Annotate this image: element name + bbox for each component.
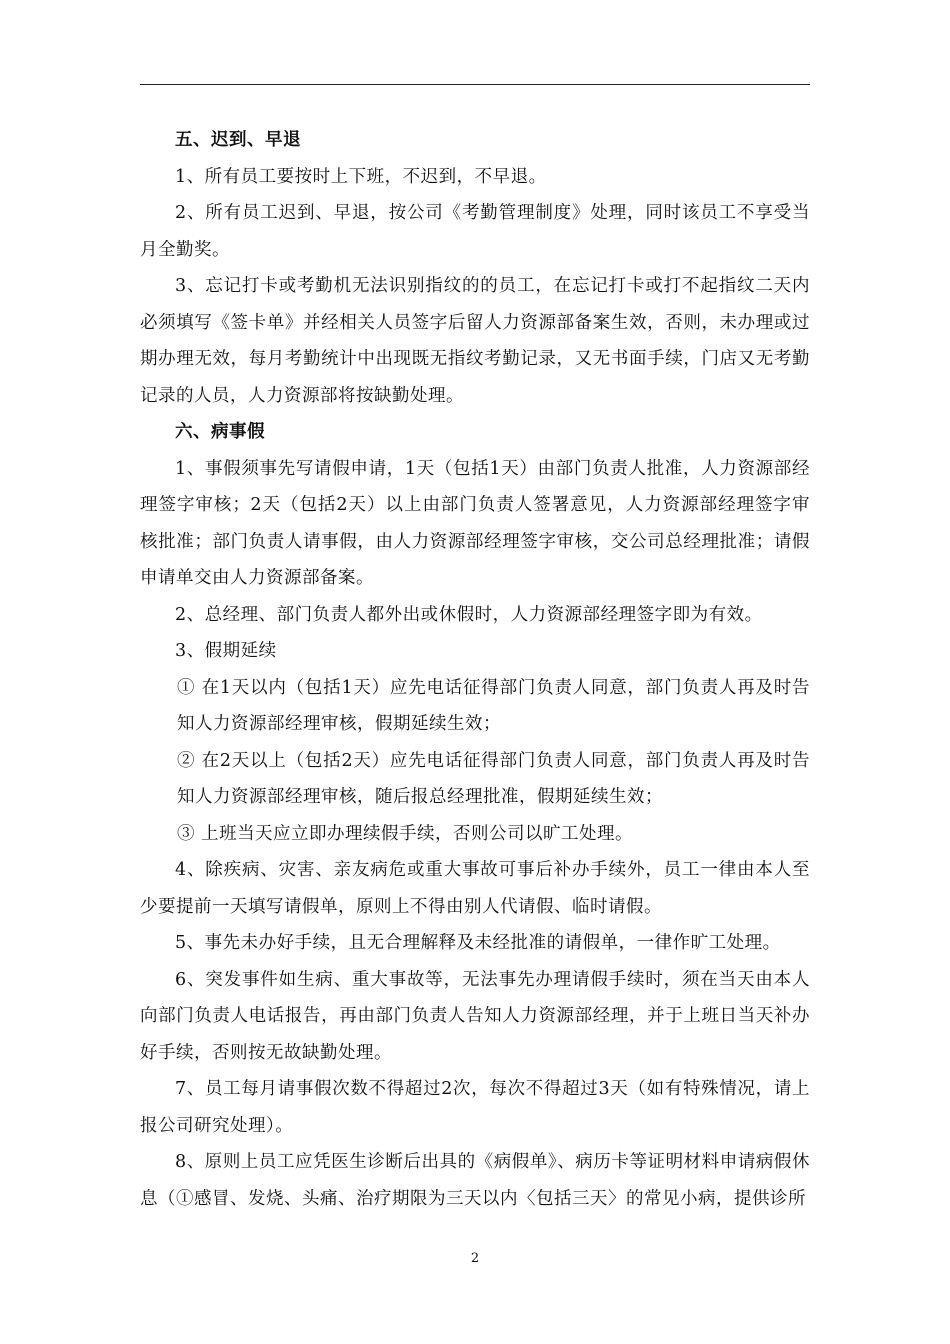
paragraph: 5、事先未办好手续，且无合理解释及未经批准的请假单，一律作旷工处理。 <box>175 933 781 953</box>
paragraph: 3、假期延续 <box>175 641 277 661</box>
document-body <box>140 122 810 1217</box>
sub-item: ③ 上班当天应立即办理续假手续，否则公司以旷工处理。 <box>177 823 634 844</box>
sub-item: ① 在1天以内（包括1天）应先电话征得部门负责人同意，部门负责人再及时告知人力资源部经理审核，假期延续生效； <box>177 677 810 734</box>
paragraph: 8、原则上员工应凭医生诊断后出具的《病假单》、病历卡等证明材料申请病假休息（①感冒、发烧、头痛、治疗期限为三天以内〈包括三天〉的常见小病，提供诊所 <box>140 1152 810 1209</box>
section-heading-leave: 六、病事假 <box>175 422 265 442</box>
paragraph: 2、总经理、部门负责人都外出或休假时，人力资源部经理签字即为有效。 <box>175 604 763 625</box>
page-number: 2 <box>470 1251 480 1266</box>
paragraph: 2、所有员工迟到、早退，按公司《考勤管理制度》处理，同时该员工不享受当月全勤奖。 <box>140 203 810 260</box>
section-heading-late-early: 五、迟到、早退 <box>175 130 301 150</box>
paragraph: 4、除疾病、灾害、亲友病危或重大事故可事后补办手续外，员工一律由本人至少要提前一天填写请假单，原则上不得由别人代请假、临时请假。 <box>140 860 810 917</box>
paragraph: 3、忘记打卡或考勤机无法识别指纹的的员工，在忘记打卡或打不起指纹二天内必须填写《签卡单》并经相关人员签字后留人力资源部备案生效，否则，未办理或过期办理无效，每月考勤统计中出现既无指纹考勤记录，又无书面手续，门店又无考勤记录的人员，人力资源部将按缺勤处理。 <box>140 276 810 406</box>
paragraph: 1、事假须事先写请假申请，1天（包括1天）由部门负责人批准，人力资源部经理签字审核；2天（包括2天）以上由部门负责人签署意见，人力资源部经理签字审核批准；部门负责人请事假，由人力资源部经理签字审核，交公司总经理批准；请假申请单交由人力资源部备案。 <box>140 458 810 588</box>
sub-item: ② 在2天以上（包括2天）应先电话征得部门负责人同意，部门负责人再及时告知人力资源部经理审核，随后报总经理批准，假期延续生效； <box>177 750 810 807</box>
paragraph: 1、所有员工要按时上下班，不迟到，不早退。 <box>175 166 547 187</box>
header-rule <box>140 84 810 85</box>
paragraph: 7、员工每月请事假次数不得超过2次，每次不得超过3天（如有特殊情况，请上报公司研究处理）。 <box>140 1079 810 1136</box>
paragraph: 6、突发事件如生病、重大事故等，无法事先办理请假手续时，须在当天由本人向部门负责人电话报告，再由部门负责人告知人力资源部经理，并于上班日当天补办好手续，否则按无故缺勤处理。 <box>140 969 810 1063</box>
